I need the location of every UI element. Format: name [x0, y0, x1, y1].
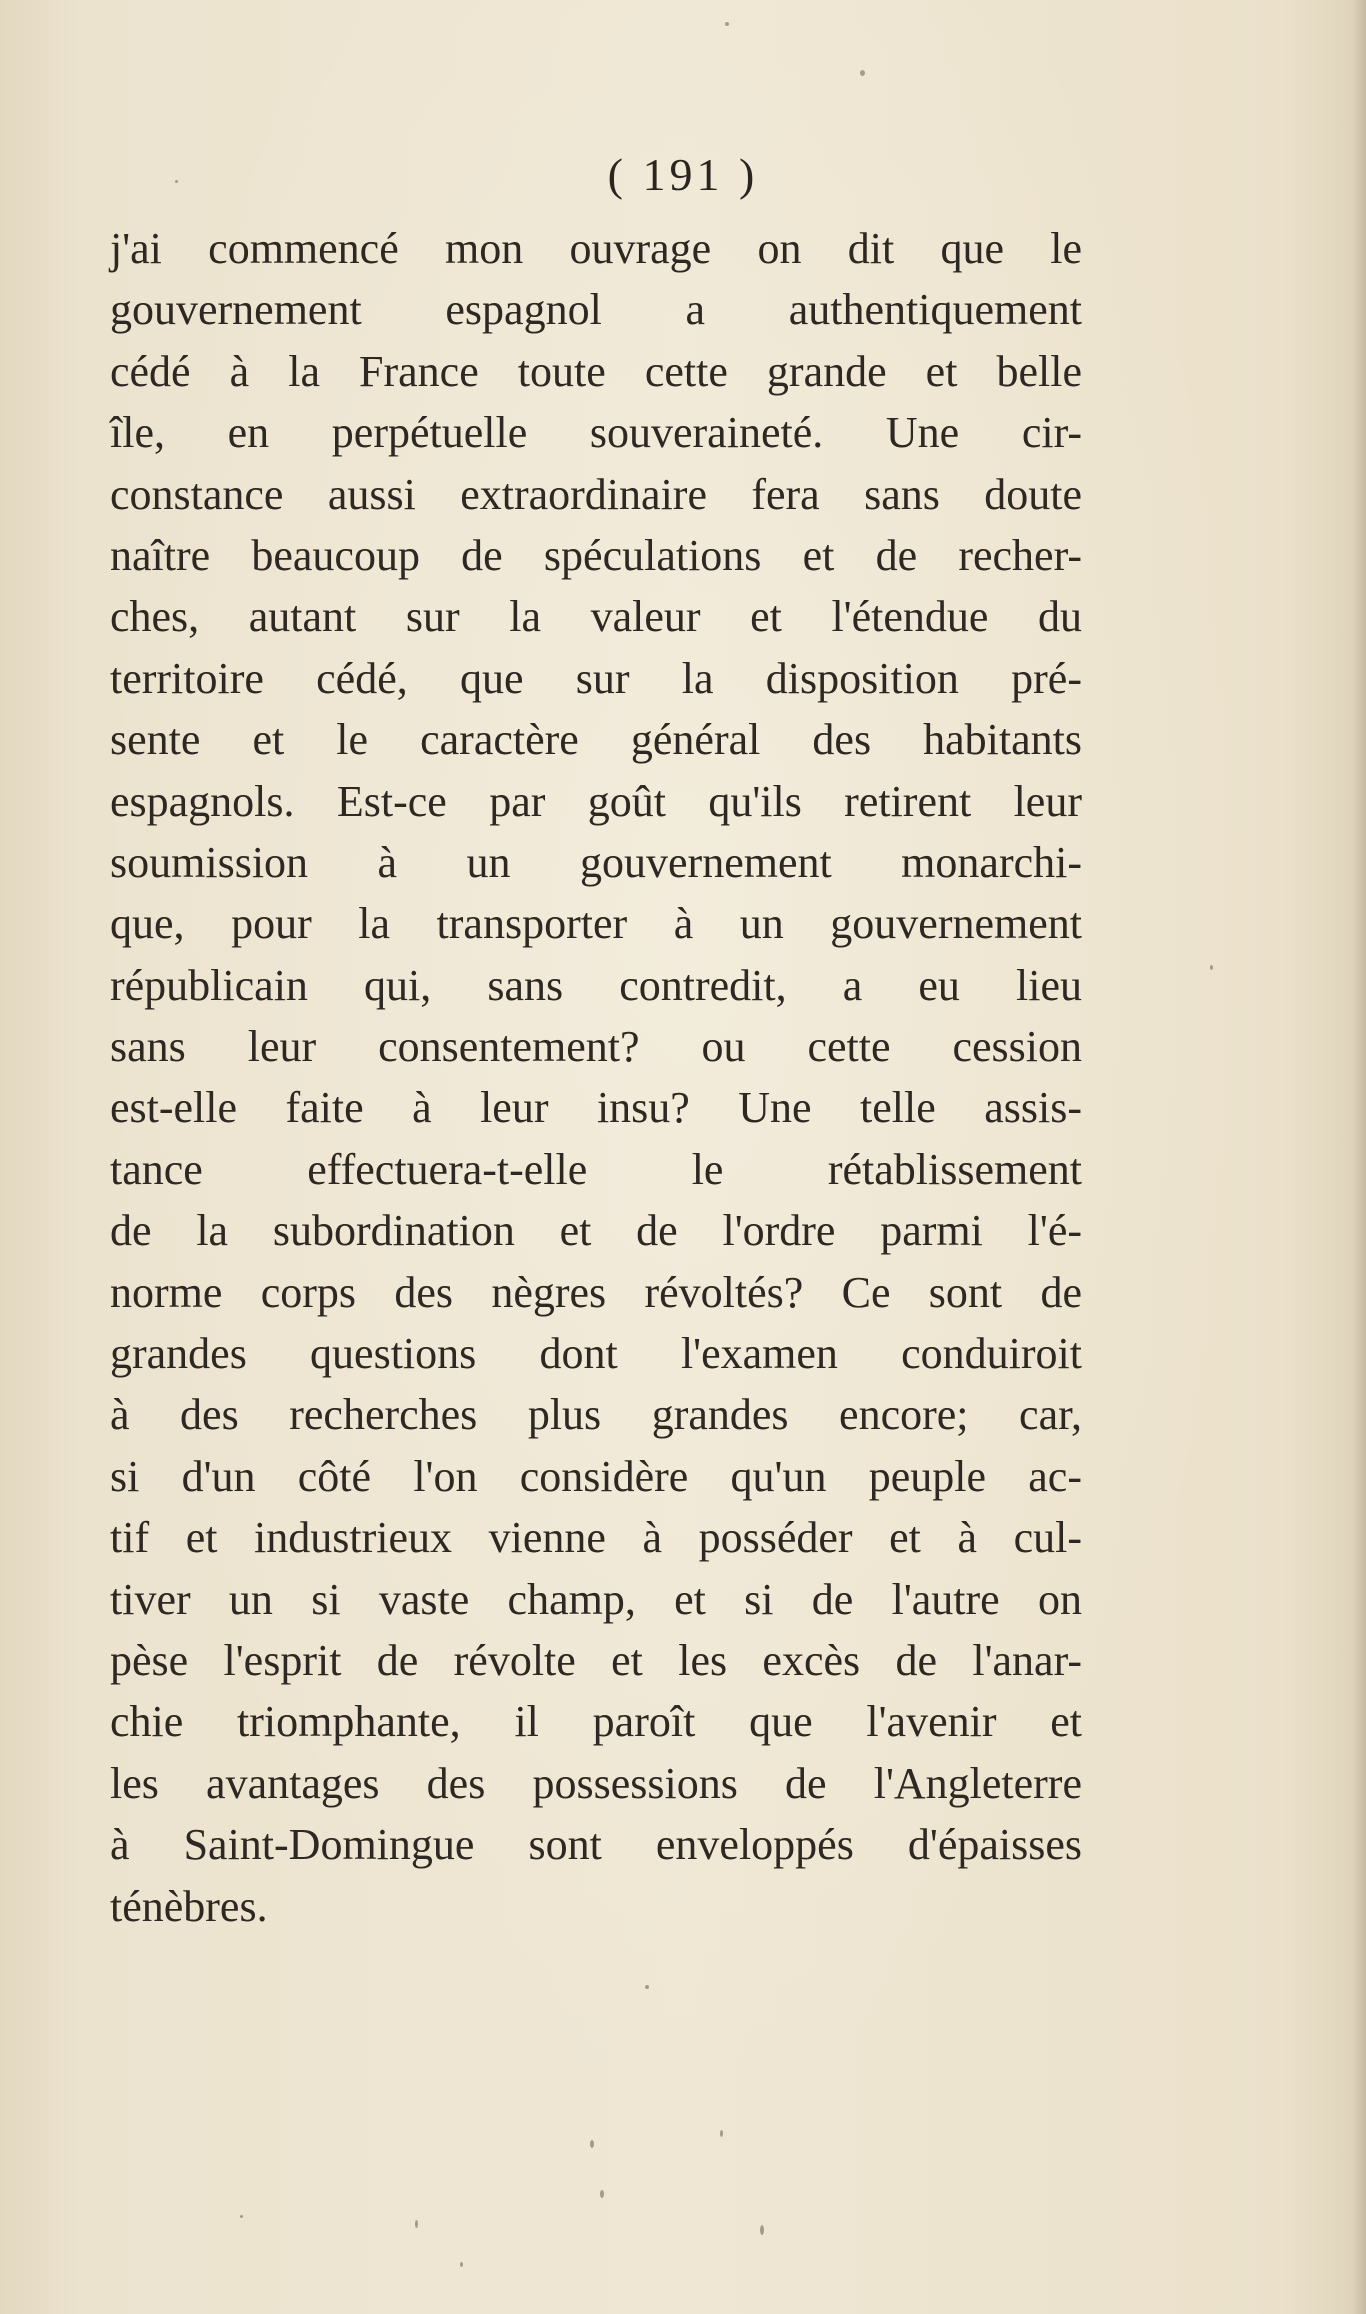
text-line: tiver un si vaste champ, et si de l'autre on	[110, 1574, 1082, 1624]
text-line: ténèbres.	[110, 1881, 268, 1931]
paper-speck	[760, 2225, 764, 2235]
paper-speck	[860, 70, 865, 76]
text-line: naître beaucoup de spéculations et de recher-	[110, 530, 1082, 580]
paper-speck	[460, 2262, 463, 2267]
text-line: territoire cédé, que sur la disposition pré-	[110, 653, 1082, 703]
text-line: à Saint-Domingue sont enveloppés d'épaisses	[110, 1820, 1082, 1870]
text-line: soumission à un gouvernement monarchi-	[110, 837, 1082, 887]
paper-speck	[590, 2140, 594, 2148]
paper-speck	[725, 22, 729, 26]
text-line: gouvernement espagnol a authentiquement	[110, 285, 1082, 335]
page-number: ( 191 )	[607, 149, 759, 200]
page-edge-shadow	[1352, 0, 1366, 2314]
paper-speck	[600, 2190, 604, 2198]
text-line: pèse l'esprit de révolte et les excès de l'anar-	[110, 1635, 1082, 1685]
text-line: sente et le caractère général des habitants	[110, 715, 1082, 765]
text-line: ches, autant sur la valeur et l'étendue du	[110, 592, 1082, 642]
paper-speck	[645, 1985, 649, 1989]
paper-speck	[1210, 965, 1213, 970]
text-line: constance aussi extraordinaire fera sans doute	[110, 469, 1082, 519]
text-line: à des recherches plus grandes encore; car,	[110, 1390, 1082, 1440]
text-line: norme corps des nègres révoltés? Ce sont de	[110, 1267, 1082, 1317]
text-line: est-elle faite à leur insu? Une telle assis-	[110, 1083, 1082, 1133]
text-line: espagnols. Est-ce par goût qu'ils retirent leur	[110, 776, 1082, 826]
text-line: si d'un côté l'on considère qu'un peuple ac-	[110, 1451, 1082, 1501]
text-line: grandes questions dont l'examen conduiroit	[110, 1329, 1082, 1379]
text-line: les avantages des possessions de l'Angleterre	[110, 1758, 1082, 1808]
text-line: chie triomphante, il paroît que l'avenir et	[110, 1697, 1082, 1747]
text-line: île, en perpétuelle souveraineté. Une cir-	[110, 408, 1082, 458]
text-line: sans leur consentement? ou cette cession	[110, 1022, 1082, 1072]
text-line: républicain qui, sans contredit, a eu lieu	[110, 960, 1082, 1010]
text-line: tif et industrieux vienne à posséder et à cul-	[110, 1513, 1082, 1563]
text-line: que, pour la transporter à un gouvernement	[110, 899, 1082, 949]
text-line: j'ai commencé mon ouvrage on dit que le	[110, 224, 1082, 273]
paper-speck	[240, 2215, 243, 2218]
text-line: cédé à la France toute cette grande et belle	[110, 346, 1082, 396]
paper-speck	[415, 2220, 418, 2228]
text-line: tance effectuera-t-elle le rétablissement	[110, 1144, 1082, 1194]
text-line: de la subordination et de l'ordre parmi l'é-	[110, 1206, 1082, 1256]
paper-speck	[720, 2130, 723, 2137]
body-text	[110, 218, 1082, 1937]
